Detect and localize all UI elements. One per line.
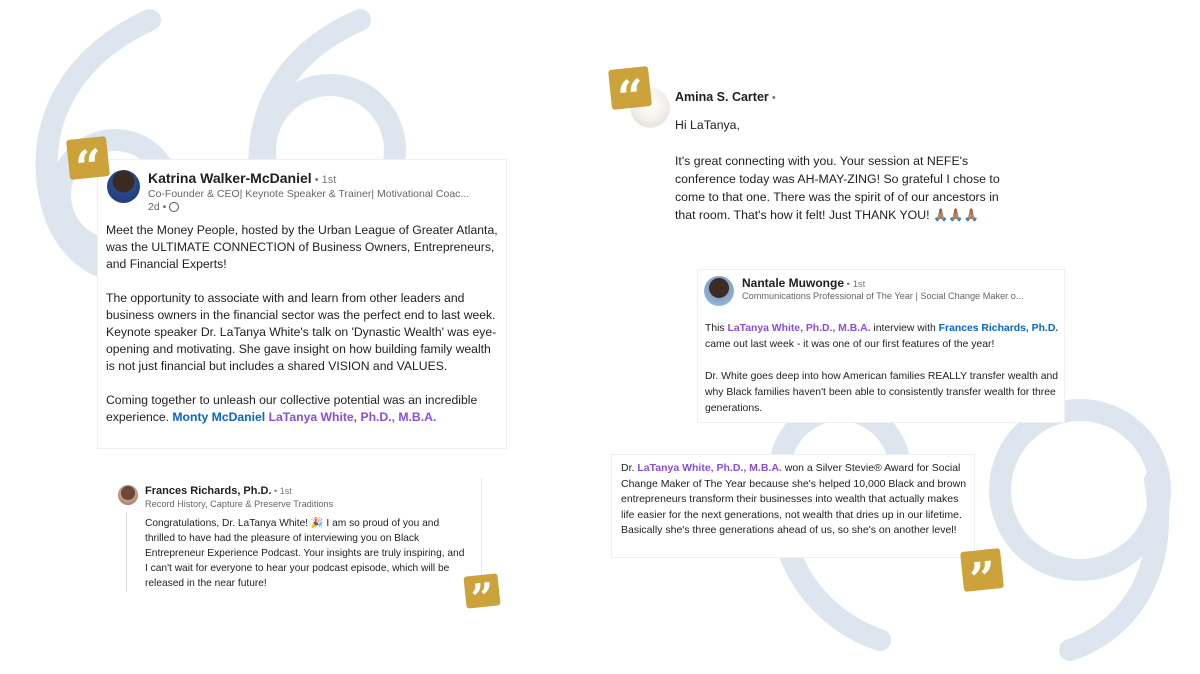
mention-link[interactable]: LaTanya White, Ph.D., M.B.A. — [637, 462, 782, 474]
post-body — [705, 321, 1061, 417]
author-headline: Co-Founder & CEO| Keynote Speaker & Trainer| Motivational Coac... — [148, 188, 470, 200]
bg-quote-right-2-dot — [1000, 410, 1160, 570]
author-name[interactable]: Frances Richards, Ph.D. • 1st — [145, 485, 292, 497]
mention-link[interactable]: Monty McDaniel — [172, 410, 266, 424]
author-name[interactable]: Katrina Walker-McDaniel • 1st — [148, 170, 337, 186]
author-headline: Record History, Capture & Preserve Traditions — [145, 499, 334, 509]
quote-close-icon: ” — [960, 548, 1004, 592]
quote-open-icon: “ — [608, 66, 652, 110]
reply-thread-line — [126, 512, 127, 592]
post-paragraph: This LaTanya White, Ph.D., M.B.A. interview with Frances Richards, Ph.D. came out last week - it was one of our first features of the year! — [705, 323, 1059, 350]
author-headline: Communications Professional of The Year | Social Change Maker o... — [742, 291, 1024, 301]
globe-icon — [169, 202, 179, 212]
mention-link[interactable]: Frances Richards, Ph.D. — [938, 323, 1059, 334]
post-paragraph: Coming together to unleash our collective potential was an incredible experience. Monty McDaniel LaTanya White, Ph.D., M.B.A. — [106, 393, 478, 424]
avatar[interactable] — [107, 170, 140, 203]
post-body — [106, 222, 502, 426]
author-name[interactable]: Nantale Muwonge • 1st — [742, 276, 866, 290]
comment-body: Congratulations, Dr. LaTanya White! 🎉 I am so proud of you and thrilled to have had the pleasure of interviewing you on Black Entrepreneur Experience Podcast. Your insights are truly inspiring, and I can't wait for everyone to hear your podcast episode, which will be released in the near future! — [145, 518, 465, 589]
testimonial-card-stevie — [612, 455, 974, 557]
avatar[interactable] — [704, 276, 734, 306]
connection-degree: • — [768, 92, 776, 104]
testimonial-card-frances — [110, 478, 482, 594]
message-paragraph: It's great connecting with you. Your session at NEFE's conference today was AH-MAY-ZING! So grateful I chose to come to that one. There was the spirit of of our ancestors in that room. That's how it felt! Just THANK YOU! 🙏🏽🙏🏽🙏🏽 — [675, 154, 1000, 222]
post-time: 2d • — [148, 201, 179, 213]
connection-degree: • 1st — [844, 279, 866, 290]
avatar[interactable] — [118, 485, 138, 505]
post-paragraph: The opportunity to associate with and learn from other leaders and business owners in the financial sector was the perfect end to last week. Keynote speaker Dr. LaTanya White's talk on 'Dynastic Wealth' was eye-opening and motivating. She gave insight on how building family wealth is not just financial but includes a shared VISION and VALUES. — [106, 291, 497, 373]
testimonial-card-amina — [628, 82, 1028, 252]
connection-degree: • 1st — [271, 486, 292, 496]
quote-close-icon: ” — [463, 573, 500, 608]
mention-link[interactable]: LaTanya White, Ph.D., M.B.A. — [727, 323, 871, 334]
message-greeting: Hi LaTanya, — [675, 118, 740, 132]
post-paragraph: Meet the Money People, hosted by the Urban League of Greater Atlanta, was the ULTIMATE CONNECTION of Business Owners, Entrepreneurs, and Financial Experts! — [106, 223, 498, 271]
testimonial-card-nantale — [698, 270, 1064, 422]
quote-open-icon: “ — [66, 136, 110, 180]
message-body — [675, 116, 1010, 224]
author-name[interactable]: Amina S. Carter • — [675, 90, 776, 104]
testimonial-card-katrina — [98, 160, 506, 448]
bg-quote-right-2 — [1070, 480, 1158, 650]
mention-link[interactable]: LaTanya White, Ph.D., M.B.A. — [268, 410, 437, 424]
post-paragraph: Dr. White goes deep into how American families REALLY transfer wealth and why Black families haven't been able to consistently transfer wealth for three generations. — [705, 371, 1059, 414]
connection-degree: • 1st — [311, 174, 337, 186]
post-body: Dr. LaTanya White, Ph.D., M.B.A. won a Silver Stevie® Award for Social Change Maker of The Year because she's helped 10,000 Black and brown entrepreneurs transform their businesses into wealth that actually makes life easier for the next generations, not wealth that dries up in our lifetime. Basically she's three generations ahead of us, so she's on another level! — [621, 462, 967, 537]
